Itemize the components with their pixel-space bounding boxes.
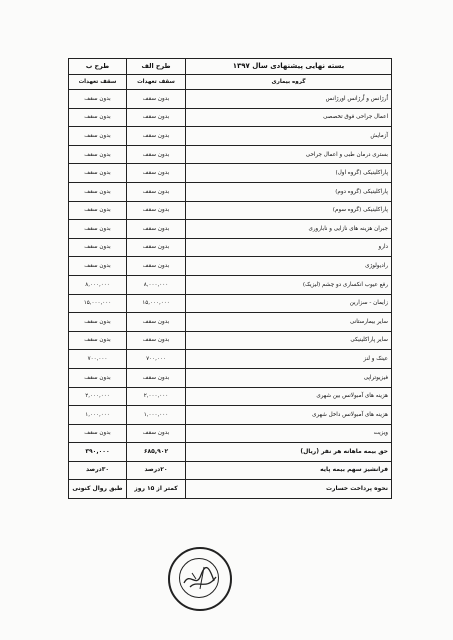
premium-label: حق بیمه ماهانه هر نفر (ریال): [186, 443, 392, 462]
table-row: [69, 294, 392, 313]
table-row: [69, 90, 392, 109]
row-name: ویزیت: [186, 424, 392, 443]
table-subheader-row: [69, 75, 392, 90]
row-plan-b: بدون سقف: [69, 182, 127, 201]
row-name: فیزیوتراپی: [186, 368, 392, 387]
row-plan-b: بدون سقف: [69, 238, 127, 257]
row-plan-a: ۱,۰۰۰,۰۰۰: [127, 406, 186, 425]
plan-b-header: طرح ب: [69, 59, 127, 75]
row-name: آزمایش: [186, 127, 392, 146]
row-plan-a: بدون سقف: [127, 238, 186, 257]
row-plan-b: بدون سقف: [69, 127, 127, 146]
ceiling-label-a: سقف تعهدات: [127, 75, 186, 90]
table-row: [69, 145, 392, 164]
table-row: [69, 331, 392, 350]
payment-row: [69, 480, 392, 499]
row-plan-b: بدون سقف: [69, 108, 127, 127]
official-stamp: [168, 547, 232, 611]
table-row: [69, 368, 392, 387]
row-plan-b: ۱,۰۰۰,۰۰۰: [69, 406, 127, 425]
table-row: [69, 313, 392, 332]
row-name: هزینه های آمبولانس داخل شهری: [186, 406, 392, 425]
table-row: [69, 387, 392, 406]
deductible-a: ۲۰درصد: [127, 461, 186, 480]
table-row: [69, 201, 392, 220]
row-plan-b: بدون سقف: [69, 331, 127, 350]
row-plan-b: ۸,۰۰۰,۰۰۰: [69, 275, 127, 294]
row-plan-b: بدون سقف: [69, 368, 127, 387]
table-row: [69, 220, 392, 239]
insurance-package-table: [68, 58, 392, 499]
row-plan-a: بدون سقف: [127, 368, 186, 387]
table-row: [69, 127, 392, 146]
table-row: [69, 164, 392, 183]
table-row: [69, 257, 392, 276]
row-plan-a: بدون سقف: [127, 182, 186, 201]
row-name: سایر پاراکلینیکی: [186, 331, 392, 350]
coverage-rows: [69, 90, 392, 443]
row-name: رفع عیوب انکساری دو چشم (لیزیک): [186, 275, 392, 294]
row-name: سایر بیمارستانی: [186, 313, 392, 332]
row-name: عینک و لنز: [186, 350, 392, 369]
deductible-row: [69, 461, 392, 480]
row-name: رادیولوژی: [186, 257, 392, 276]
row-plan-a: بدون سقف: [127, 164, 186, 183]
premium-a: ۶۸۵,۹۰۲: [127, 443, 186, 462]
payment-label: نحوه پرداخت خسارت: [186, 480, 392, 499]
row-plan-b: بدون سقف: [69, 145, 127, 164]
table-row: [69, 238, 392, 257]
row-plan-a: بدون سقف: [127, 108, 186, 127]
row-name: دارو: [186, 238, 392, 257]
table-row: [69, 108, 392, 127]
table-title: بسته نهایی پیشنهادی سال ۱۳۹۷: [186, 59, 392, 75]
row-plan-a: ۱۵,۰۰۰,۰۰۰: [127, 294, 186, 313]
ceiling-label-b: سقف تعهدات: [69, 75, 127, 90]
row-plan-a: بدون سقف: [127, 331, 186, 350]
row-plan-b: بدون سقف: [69, 90, 127, 109]
row-name: اعمال جراحی فوق تخصصی: [186, 108, 392, 127]
row-name: بستری درمان طبی و اعمال جراحی: [186, 145, 392, 164]
row-plan-b: ۱۵,۰۰۰,۰۰۰: [69, 294, 127, 313]
table-row: [69, 424, 392, 443]
row-plan-a: بدون سقف: [127, 145, 186, 164]
deductible-label: فرانشیز سهم بیمه پایه: [186, 461, 392, 480]
table-row: [69, 406, 392, 425]
row-name: پاراکلینیکی (گروه دوم): [186, 182, 392, 201]
stamp-signature-icon: [170, 549, 230, 609]
row-plan-a: بدون سقف: [127, 90, 186, 109]
premium-row: [69, 443, 392, 462]
row-plan-b: بدون سقف: [69, 220, 127, 239]
row-name: پاراکلینیکی (گروه سوم): [186, 201, 392, 220]
row-plan-b: ۲,۰۰۰,۰۰۰: [69, 387, 127, 406]
deductible-b: ۳۰درصد: [69, 461, 127, 480]
group-label: گروه بیماری: [186, 75, 392, 90]
row-plan-b: ۷۰۰,۰۰۰: [69, 350, 127, 369]
payment-b: طبق روال کنونی: [69, 480, 127, 499]
table-header-row: [69, 59, 392, 75]
row-name: اُرژانس و اُرژانس اورژانس: [186, 90, 392, 109]
row-plan-b: بدون سقف: [69, 201, 127, 220]
row-plan-a: بدون سقف: [127, 424, 186, 443]
row-plan-a: بدون سقف: [127, 257, 186, 276]
payment-a: کمتر از ۱۵ روز: [127, 480, 186, 499]
premium-b: ۳۹۰,۰۰۰: [69, 443, 127, 462]
row-name: پاراکلینیکی (گروه اول): [186, 164, 392, 183]
plan-a-header: طرح الف: [127, 59, 186, 75]
row-plan-b: بدون سقف: [69, 164, 127, 183]
table-row: [69, 350, 392, 369]
table-row: [69, 182, 392, 201]
row-plan-a: ۸,۰۰۰,۰۰۰: [127, 275, 186, 294]
row-name: هزینه های آمبولانس بین شهری: [186, 387, 392, 406]
row-plan-a: بدون سقف: [127, 127, 186, 146]
row-plan-a: ۲,۰۰۰,۰۰۰: [127, 387, 186, 406]
table-row: [69, 275, 392, 294]
row-plan-a: ۷۰۰,۰۰۰: [127, 350, 186, 369]
row-plan-a: بدون سقف: [127, 201, 186, 220]
row-plan-b: بدون سقف: [69, 313, 127, 332]
row-plan-a: بدون سقف: [127, 220, 186, 239]
row-plan-b: بدون سقف: [69, 424, 127, 443]
row-name: زایمان - سزارین: [186, 294, 392, 313]
row-plan-a: بدون سقف: [127, 313, 186, 332]
row-plan-b: بدون سقف: [69, 257, 127, 276]
row-name: جبران هزینه های نازایی و ناباروری: [186, 220, 392, 239]
